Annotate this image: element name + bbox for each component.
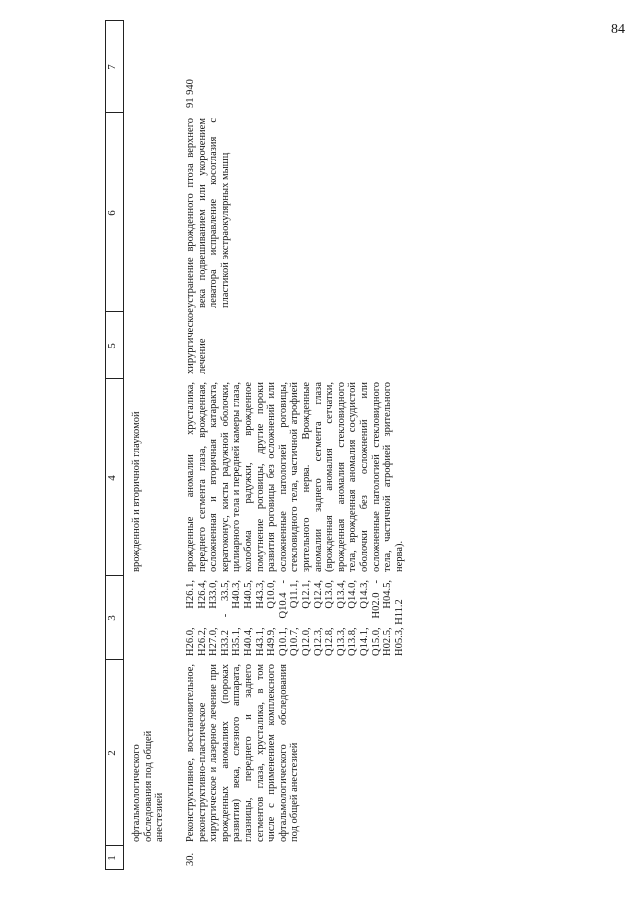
col-sep — [105, 659, 123, 660]
column-number-1: 1 — [106, 855, 118, 861]
table-rule-header — [123, 20, 124, 870]
page-number: 84 — [611, 22, 625, 37]
continuation-diagnosis: врожденной и вторичной глаукомой — [131, 411, 142, 572]
treatment-method: устранение врожденного птоза верхнего века подвешиванием или укорочением леватора исправление косоглазия с пластикой экстраокулярных мышц — [185, 118, 231, 308]
column-number-6: 6 — [106, 210, 118, 216]
rotated-table — [105, 20, 605, 870]
column-number-7: 7 — [106, 64, 118, 70]
column-number-2: 2 — [106, 750, 118, 756]
diagnosis-description: врожденные аномалии хрусталика, переднего сегмента глаза, врожденная, осложненная и вторичная катаракта, кератоконус, кисты радужной оболочки, цилиарного тела и передней камеры глаза, колобома радужки, врожденное помутнение роговицы, другие пороки развития роговицы без осложнений или осложненные патологией роговицы, стекловидного тела, частичной атрофией зрительного нерва. Врожденные аномалии заднего сегмента глаза (врожденная аномалия сетчатки, врожденная аномалия стекловидного тела, врожденная аномалия сосудистой оболочки без осложнений или осложненные патологией стекловидного тела, частичной атрофией зрительного нерва). — [185, 382, 405, 572]
column-number-5: 5 — [106, 343, 118, 349]
column-number-4: 4 — [106, 475, 118, 481]
col-sep — [105, 845, 123, 846]
row-number: 30. — [185, 852, 196, 866]
continuation-method-name: офтальмологического обследования под общей анестезией — [131, 730, 166, 842]
method-name: Реконструктивное, восстановительное, реконструктивно-пластическое хирургическое и лазерное лечение при врожденных аномалиях (пороках развития) века, слезного аппарата, глазницы, переднего и заднего сегментов глаза, хрусталика, в том числе с применением комплексного офтальмологического обследования под общей анестезией — [185, 664, 301, 842]
col-sep — [105, 311, 123, 312]
col-sep — [105, 20, 123, 21]
column-number-3: 3 — [106, 615, 118, 621]
col-sep — [105, 112, 123, 113]
treatment-type: хирургическое лечение — [185, 308, 208, 374]
col-sep — [105, 378, 123, 379]
icd-codes: H26.0, H26.1, H26.2, H26.4, H27.0, H33.0, H33.2 - 33.5, H35.1, H40.3, H40.4, H40.5, H43.1, H43.3, H49.9, Q10.0, Q10.1, Q10.4 - Q10.7, Q11.1, Q12.0, Q12.1, Q12.3, Q12.4, Q12.8, Q13.0, Q13.3, Q13.4, Q13.8, Q14.0, Q14.1, Q14.3, Q15.0, H02.0 - H02.5, H04.5, H05.3, H11.2 — [185, 580, 405, 656]
col-sep — [105, 869, 123, 870]
cost-value: 91 940 — [185, 79, 196, 108]
col-sep — [105, 575, 123, 576]
